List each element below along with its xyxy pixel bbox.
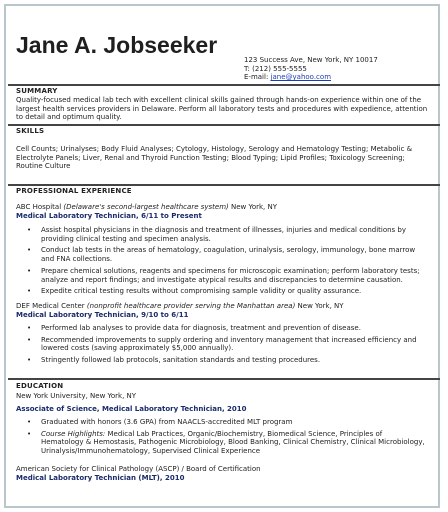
summary-paragraph: Quality-focused medical lab tech with excellent clinical skills gained through hands-on experience within one of the largest health services providers in Delaware. Perform all laboratory tests and procedures with expedience, attention to detail and optimum quality. (16, 96, 428, 122)
summary-heading: SUMMARY (16, 87, 58, 95)
list-item: • Prepare chemical solutions, reagents and specimens for microscopic examination; perform laboratory tests; analyze and report findings; and investigate atypical results and discrepancies to determine causation. (22, 267, 426, 284)
list-item: • Expedite critical testing results without compromising sample validity or quality assurance. (22, 287, 426, 296)
divider-skills (8, 124, 440, 126)
summary-text (16, 96, 428, 122)
job-1-location: New York, NY (231, 203, 278, 211)
job-2-title: Medical Laboratory Technician, 9/10 to 6/11 (16, 311, 189, 319)
divider-education (8, 378, 440, 380)
list-item: • Assist hospital physicians in the diagnosis and treatment of illnesses, injuries and medical conditions by providing clinical testing and specimen analysis. (22, 226, 426, 243)
education-bullets (22, 418, 426, 459)
job-2-org-note: (nonprofit healthcare provider serving the Manhattan area) (86, 302, 296, 310)
education-heading: EDUCATION (16, 382, 64, 390)
contact-address: 123 Success Ave, New York, NY 10017 (244, 56, 378, 64)
job-1-employer (16, 203, 277, 212)
skills-paragraph: Cell Counts; Urinalyses; Body Fluid Analyses; Cytology, Histology, Serology and Hematology Testing; Metabolic & Electrolyte Panels; Liver, Renal and Thyroid Function Testing; Blood Typing; Lipid Profiles; Toxicology Screening; Routine Culture (16, 145, 413, 171)
edu-bullet-2-text: Medical Lab Practices, Organic/Biochemistry, Biomedical Science, Principles of Hematology & Hemostasis, Pathogenic Microbiology, Blood Banking, Clinical Chemistry, Clinical Microbiology, Urinalysis/Immunohematology, Supervised Clinical Experience (41, 429, 425, 456)
edu-bullet-1-text: Graduated with honors (3.6 GPA) from NAACLS-accredited MLT program (41, 418, 293, 426)
divider-experience (8, 184, 440, 186)
list-item: • Stringently followed lab protocols, sanitation standards and testing procedures. (22, 356, 426, 365)
job-1-title: Medical Laboratory Technician, 6/11 to Present (16, 212, 202, 220)
skills-text (16, 145, 428, 171)
education-degree: Associate of Science, Medical Laboratory Technician, 2010 (16, 405, 247, 413)
contact-email-link[interactable]: jane@yahoo.com (270, 73, 332, 81)
job-2-bullets (22, 324, 426, 368)
contact-phone-line (244, 65, 378, 74)
job-2-org: DEF Medical Center (16, 302, 85, 310)
job-1-bullets (22, 226, 426, 299)
list-item: • Performed lab analyses to provide data for diagnosis, treatment and prevention of disease. (22, 324, 426, 333)
job-1-org: ABC Hospital (16, 203, 62, 211)
list-item (22, 418, 426, 427)
certification-org: American Society for Clinical Pathology (ASCP) / Board of Certification (16, 465, 261, 473)
job-1-org-note: (Delaware's second-largest healthcare system) (63, 203, 229, 211)
email-label: E-mail: (244, 73, 269, 81)
contact-block (244, 56, 378, 82)
contact-email-line (244, 73, 378, 82)
list-item: • Recommended improvements to supply ordering and inventory management that increased efficiency and lowered costs (saving approximately $5,000 annually). (22, 336, 426, 353)
list-item: • Conduct lab tests in the areas of hematology, coagulation, urinalysis, serology, immunology, bone marrow and FNA collections. (22, 246, 426, 263)
experience-heading: PROFESSIONAL EXPERIENCE (16, 187, 132, 195)
divider-summary (8, 84, 440, 86)
contact-phone: (212) 555-5555 (252, 64, 307, 73)
phone-label: T: (244, 64, 250, 73)
certification-title: Medical Laboratory Technician (MLT), 2010 (16, 474, 185, 482)
skills-heading: SKILLS (16, 127, 45, 135)
education-school: New York University, New York, NY (16, 392, 137, 400)
edu-bullet-2-label: Course Highlights: (41, 429, 106, 438)
job-2-location: New York, NY (297, 302, 344, 310)
candidate-name: Jane A. Jobseeker (16, 32, 218, 58)
job-2-employer (16, 302, 344, 311)
list-item (22, 430, 426, 456)
